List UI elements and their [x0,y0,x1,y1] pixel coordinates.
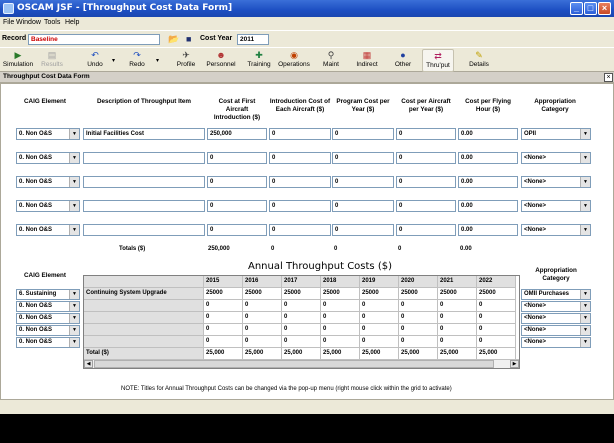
grid-cell[interactable]: 0 [438,324,477,336]
cost-fh-input[interactable]: 0.00 [458,152,518,164]
cost-aircraft-input[interactable]: 0 [396,128,456,140]
status-bar [0,400,614,414]
menu-window[interactable]: Window [16,19,41,26]
intro-cost-input[interactable]: 0 [269,152,331,164]
grid-row-header[interactable] [84,300,204,312]
caig-select[interactable]: 0. Non O&S ▼ [16,200,80,212]
caig-select[interactable]: 0. Non O&S ▼ [16,176,80,188]
grid-cell[interactable]: 0 [360,336,399,348]
chevron-down-icon: ▼ [580,338,590,347]
chevron-down-icon: ▼ [580,302,590,311]
annual-caig-select[interactable]: 0. Non O&S ▼ [16,301,80,312]
chevron-down-icon: ▼ [580,225,590,235]
grid-total-cell: 25,000 [321,348,360,360]
grid-total-cell: 25,000 [477,348,516,360]
cost-fh-input[interactable]: 0.00 [458,200,518,212]
header-program-cost: Program Cost per Year ($) [336,98,390,113]
personnel-icon: ☻ [216,50,226,60]
annual-approp-select[interactable]: <None> ▼ [521,325,591,336]
operations-button[interactable]: ◉ Operations [278,50,310,68]
undo-dropdown-icon[interactable]: ▾ [112,58,116,64]
form-title-bar [0,72,614,83]
grid-total-cell: 25,000 [243,348,282,360]
scroll-left-icon[interactable]: ◀ [84,360,93,368]
toolbar [0,47,614,72]
grid-year-header[interactable]: 2015 [204,276,243,288]
simulation-icon: ▶ [14,50,22,60]
header-appropriation: Appropriation Category [534,98,576,113]
undo-icon: ↶ [91,50,99,60]
results-button[interactable]: ▤ Results [41,50,63,68]
appropriation-select[interactable]: OPII ▼ [521,128,591,140]
grid-row-header[interactable] [84,312,204,324]
form-title: Throughput Cost Data Form [3,73,90,80]
cost-first-input[interactable]: 0 [207,152,267,164]
chevron-down-icon: ▼ [580,326,590,335]
grid-cell[interactable]: 25000 [321,288,360,300]
grid-cell[interactable]: 0 [360,324,399,336]
chevron-down-icon: ▼ [69,314,79,323]
caig-select[interactable]: 0. Non O&S ▼ [16,128,80,140]
program-cost-input[interactable]: 0 [332,200,394,212]
chevron-down-icon: ▼ [580,314,590,323]
cost-year-field[interactable]: 2011 [237,34,269,45]
appropriation-select[interactable]: <None> ▼ [521,152,591,164]
total-cost-fh: 0.00 [460,246,472,252]
grid-cell[interactable]: 0 [321,312,360,324]
program-cost-input[interactable]: 0 [332,176,394,188]
grid-cell[interactable]: 0 [204,336,243,348]
record-field[interactable]: Baseline [28,34,160,45]
cost-first-input[interactable]: 250,000 [207,128,267,140]
grid-cell[interactable]: 0 [360,300,399,312]
maint-icon: ⚲ [327,50,335,60]
indirect-button[interactable]: ▦ Indirect [356,50,378,68]
total-program-cost: 0 [334,246,338,252]
grid-row-header[interactable] [84,324,204,336]
details-icon: ✎ [475,50,483,60]
intro-cost-input[interactable]: 0 [269,128,331,140]
header-intro-cost: Introduction Cost of Each Aircraft ($) [269,98,331,113]
title-bar [0,0,614,17]
header-cost-per-aircraft: Cost per Aircraft per Year ($) [401,98,451,113]
grid-note: NOTE: Titles for Annual Throughput Costs can be changed via the pop-up menu (right mouse click within the grid to activate) [121,386,452,392]
annual-caig-label: CAIG Element [24,272,66,279]
cost-fh-input[interactable]: 0.00 [458,176,518,188]
grid-cell[interactable]: 0 [399,312,438,324]
grid-total-cell: 25,000 [360,348,399,360]
chevron-down-icon: ▼ [69,326,79,335]
description-input[interactable] [83,224,205,236]
grid-cell[interactable]: 0 [477,336,516,348]
grid-total-cell: 25,000 [204,348,243,360]
description-input[interactable] [83,200,205,212]
chevron-down-icon: ▼ [69,225,79,235]
grid-cell[interactable]: 0 [399,324,438,336]
chevron-down-icon: ▼ [69,290,79,299]
operations-icon: ◉ [290,50,298,60]
intro-cost-input[interactable]: 0 [269,176,331,188]
grid-cell[interactable]: 0 [282,336,321,348]
caig-select[interactable]: 0. Non O&S ▼ [16,152,80,164]
chevron-down-icon: ▼ [69,302,79,311]
grid-cell[interactable]: 25000 [282,288,321,300]
grid-cell[interactable]: 0 [438,312,477,324]
total-cost-first: 250,000 [208,246,230,252]
undo-button[interactable]: ↶ Undo [87,50,103,68]
grid-cell[interactable]: 0 [204,300,243,312]
chevron-down-icon: ▼ [69,177,79,187]
training-button[interactable]: ✚ Training [247,50,271,68]
training-icon: ✚ [255,50,263,60]
save-icon[interactable]: ■ [186,34,192,44]
chevron-down-icon: ▼ [69,338,79,347]
menu-help[interactable]: Help [65,19,80,26]
chevron-down-icon: ▼ [580,290,590,299]
chevron-down-icon: ▼ [580,153,590,163]
annual-caig-select[interactable]: 0. Non O&S ▼ [16,313,80,324]
intro-cost-input[interactable]: 0 [269,200,331,212]
total-cost-aircraft: 0 [398,246,402,252]
close-button[interactable]: × [598,2,611,15]
annual-approp-select[interactable]: <None> ▼ [521,313,591,324]
grid-cell[interactable]: 0 [282,300,321,312]
grid-cell[interactable]: 0 [243,312,282,324]
record-bar [0,30,614,47]
chevron-down-icon: ▼ [69,129,79,139]
grid-total-cell: 25,000 [438,348,477,360]
grid-year-header[interactable]: 2017 [282,276,321,288]
thruput-icon: ⇄ [434,51,442,61]
cost-first-input[interactable]: 0 [207,176,267,188]
grid-corner [84,276,204,288]
header-cost-first-aircraft: Cost at First Aircraft Introduction ($) [213,98,261,121]
grid-cell[interactable]: 0 [477,312,516,324]
maint-button[interactable]: ⚲ Maint [323,50,339,68]
results-icon: ▤ [47,50,57,60]
chevron-down-icon: ▼ [69,153,79,163]
cost-aircraft-input[interactable]: 0 [396,152,456,164]
chevron-down-icon: ▼ [580,129,590,139]
grid-total-cell: 25,000 [282,348,321,360]
grid-cell[interactable]: 0 [438,300,477,312]
grid-cell[interactable]: 0 [477,300,516,312]
menu-bar [0,17,614,30]
scroll-thumb[interactable] [94,360,494,368]
chevron-down-icon: ▼ [69,201,79,211]
grid-cell[interactable]: 0 [438,336,477,348]
grid-year-header[interactable]: 2016 [243,276,282,288]
annual-caig-select[interactable]: 0. Non O&S ▼ [16,337,80,348]
grid-cell[interactable]: 0 [243,336,282,348]
maximize-button[interactable]: □ [584,2,597,15]
caig-select[interactable]: 0. Non O&S ▼ [16,224,80,236]
grid-cell[interactable]: 25000 [399,288,438,300]
thruput-button[interactable]: ⇄ Thru'put [422,49,454,72]
record-label: Record [2,35,27,42]
cost-fh-input[interactable]: 0.00 [458,128,518,140]
grid-year-header[interactable]: 2018 [321,276,360,288]
header-cost-per-flying-hour: Cost per Flying Hour ($) [465,98,511,113]
grid-cell[interactable]: 25000 [438,288,477,300]
annual-caig-select[interactable]: 0. Non O&S ▼ [16,325,80,336]
form-close-icon[interactable]: × [604,73,613,82]
grid-cell[interactable]: 0 [282,312,321,324]
profile-button[interactable]: ✈ Profile [176,50,196,68]
program-cost-input[interactable]: 0 [332,128,394,140]
annual-approp-select[interactable]: <None> ▼ [521,337,591,348]
grid-row-header[interactable] [84,336,204,348]
cost-aircraft-input[interactable]: 0 [396,224,456,236]
grid-cell[interactable]: 0 [204,324,243,336]
description-input[interactable]: Initial Facilities Cost [83,128,205,140]
redo-button[interactable]: ↷ Redo [129,50,145,68]
annual-approp-select[interactable]: OMII Purchases ▼ [521,289,591,300]
grid-cell[interactable]: 25000 [243,288,282,300]
grid-cell[interactable]: 0 [399,300,438,312]
details-button[interactable]: ✎ Details [469,50,489,68]
app-icon [3,3,14,14]
open-folder-icon[interactable]: 📂 [168,34,180,44]
cost-aircraft-input[interactable]: 0 [396,176,456,188]
appropriation-select[interactable]: <None> ▼ [521,200,591,212]
other-button[interactable]: ● Other [394,50,412,68]
grid-cell[interactable]: 0 [321,336,360,348]
cost-fh-input[interactable]: 0.00 [458,224,518,236]
annual-caig-select[interactable]: 6. Sustaining ▼ [16,289,80,300]
chevron-down-icon: ▼ [580,177,590,187]
grid-cell[interactable]: 0 [282,324,321,336]
appropriation-select[interactable]: <None> ▼ [521,176,591,188]
grid-cell[interactable]: 0 [243,300,282,312]
program-cost-input[interactable]: 0 [332,152,394,164]
menu-file[interactable]: File [3,19,15,26]
grid-year-header[interactable]: 2021 [438,276,477,288]
chevron-down-icon: ▼ [580,201,590,211]
cost-year-label: Cost Year [200,35,233,42]
appropriation-select[interactable]: <None> ▼ [521,224,591,236]
cost-aircraft-input[interactable]: 0 [396,200,456,212]
grid-year-header[interactable]: 2022 [477,276,516,288]
grid-row-header[interactable]: Continuing System Upgrade [84,288,204,300]
grid-cell[interactable]: 0 [477,324,516,336]
grid-cell[interactable]: 25000 [204,288,243,300]
grid-cell[interactable]: 0 [321,324,360,336]
grid-cell[interactable]: 0 [243,324,282,336]
intro-cost-input[interactable]: 0 [269,224,331,236]
annual-title: Annual Throughput Costs ($) [248,261,392,272]
other-icon: ● [400,50,406,60]
grid-cell[interactable]: 0 [399,336,438,348]
indirect-icon: ▦ [362,50,372,60]
header-description: Description of Throughput Item [96,98,192,105]
annual-costs-grid[interactable] [83,275,520,369]
cost-first-input[interactable]: 0 [207,200,267,212]
grid-total-label: Total ($) [84,348,204,360]
redo-dropdown-icon[interactable]: ▾ [156,58,160,64]
menu-tools[interactable]: Tools [44,19,61,26]
program-cost-input[interactable]: 0 [332,224,394,236]
description-input[interactable] [83,152,205,164]
total-intro-cost: 0 [271,246,275,252]
cost-first-input[interactable]: 0 [207,224,267,236]
window-title: OSCAM JSF - [Throughput Cost Data Form] [17,3,233,13]
annual-approp-select[interactable]: <None> ▼ [521,301,591,312]
redo-icon: ↷ [133,50,141,60]
grid-cell[interactable]: 0 [360,312,399,324]
annual-approp-label: Appropriation Category [535,267,577,282]
grid-cell[interactable]: 0 [321,300,360,312]
grid-horizontal-scrollbar[interactable] [84,359,519,368]
minimize-button[interactable]: _ [570,2,583,15]
grid-cell[interactable]: 0 [204,312,243,324]
simulation-button[interactable]: ▶ Simulation [2,50,34,68]
grid-cell[interactable]: 25000 [360,288,399,300]
grid-year-header[interactable]: 2019 [360,276,399,288]
totals-label: Totals ($) [119,246,146,252]
scroll-right-icon[interactable]: ▶ [510,360,519,368]
profile-icon: ✈ [182,50,190,60]
grid-total-cell: 25,000 [399,348,438,360]
header-caig: CAIG Element [24,98,66,105]
description-input[interactable] [83,176,205,188]
grid-cell[interactable]: 25000 [477,288,516,300]
personnel-button[interactable]: ☻ Personnel [206,50,236,68]
grid-year-header[interactable]: 2020 [399,276,438,288]
